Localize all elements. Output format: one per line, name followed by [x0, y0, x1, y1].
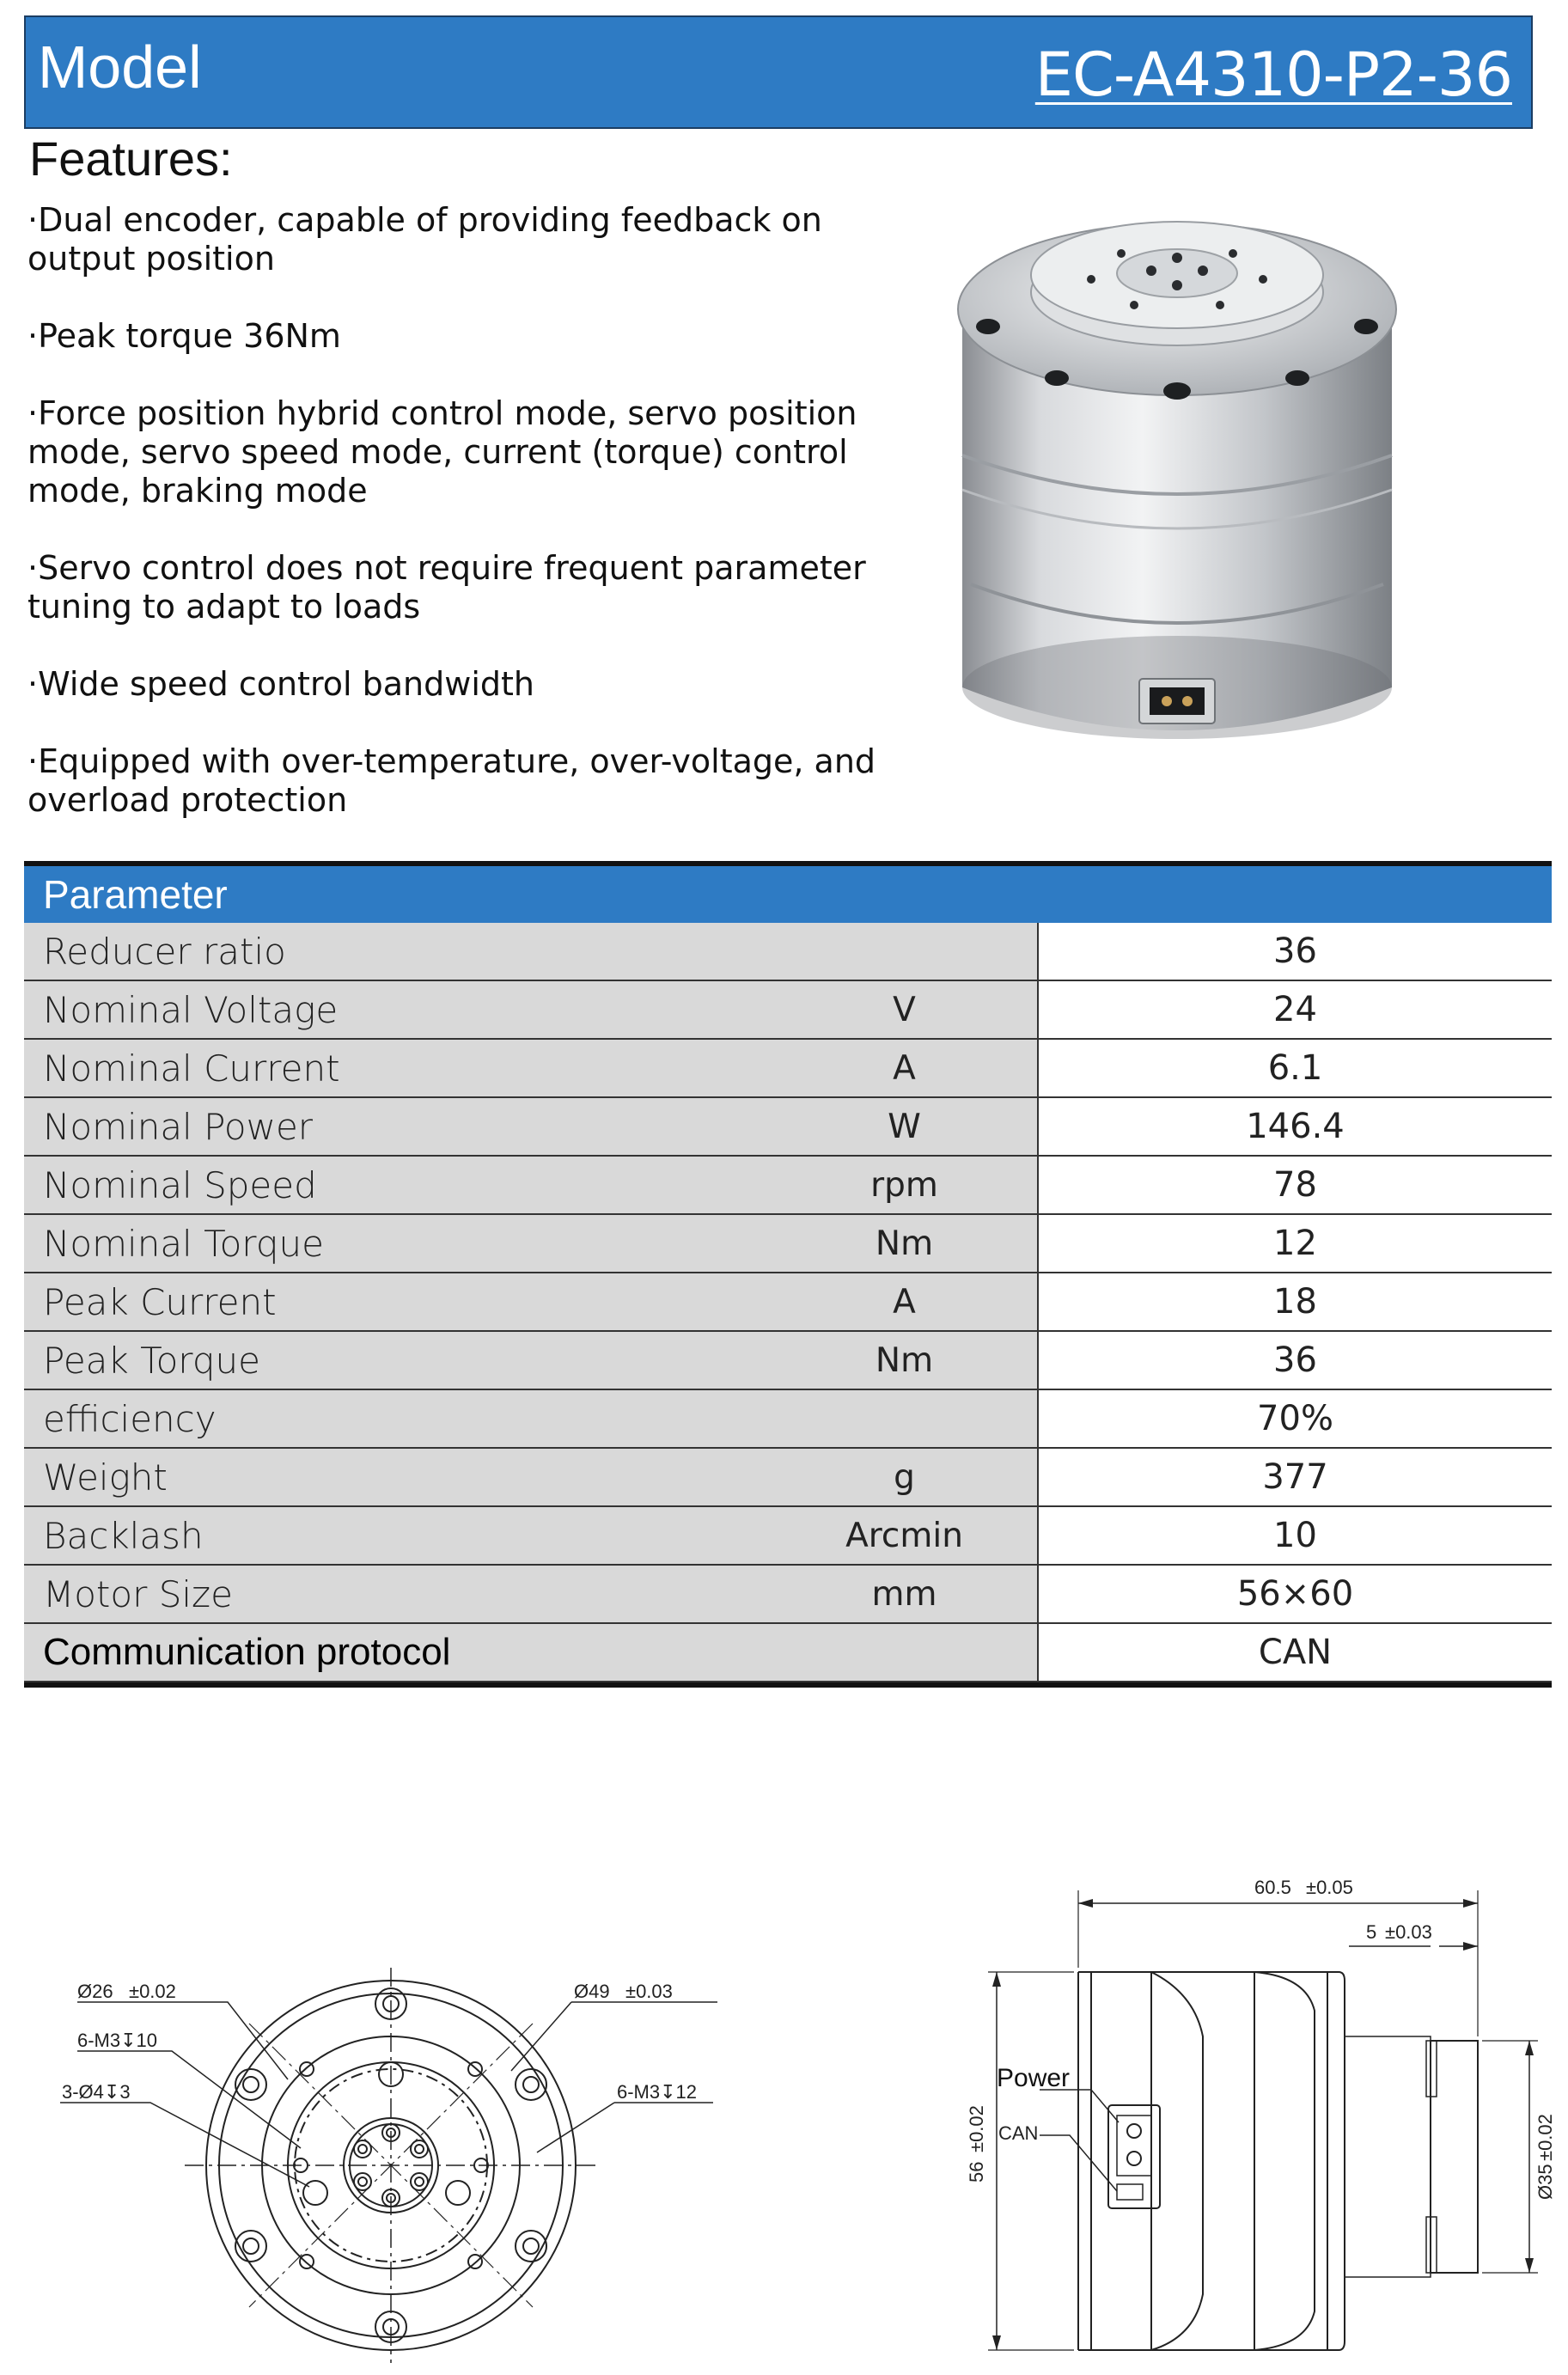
param-name: Nominal Power — [24, 1097, 772, 1156]
feature-item: ·Dual encoder, capable of providing feedback on output position — [27, 201, 822, 278]
param-value: 377 — [1038, 1448, 1552, 1506]
feature-item: ·Servo control does not require frequent parameter tuning to adapt to loads — [27, 549, 866, 626]
dim-d49: Ø49 — [574, 1981, 610, 2002]
dim-length: 60.5 — [1254, 1877, 1291, 1898]
features-list — [27, 201, 904, 858]
front-view-drawing — [60, 1968, 717, 2363]
dim-d26-tol: ±0.02 — [129, 1981, 176, 2002]
param-name: Communication protocol — [24, 1623, 772, 1682]
param-name: efficiency — [24, 1389, 772, 1448]
param-value: 6.1 — [1038, 1039, 1552, 1097]
dim-d49-tol: ±0.03 — [625, 1981, 673, 2002]
model-label: Model — [38, 34, 202, 101]
table-bottom-rule — [24, 1682, 1552, 1688]
table-row — [24, 1389, 1552, 1448]
technical-drawings — [0, 1839, 1568, 2375]
table-row — [24, 1097, 1552, 1156]
param-name: Nominal Torque — [24, 1214, 772, 1273]
param-name: Reducer ratio — [24, 923, 772, 980]
param-value: 146.4 — [1038, 1097, 1552, 1156]
dim-shaft-tol: ±0.02 — [1534, 2114, 1556, 2161]
param-value: CAN — [1038, 1623, 1552, 1682]
feature-item: ·Peak torque 36Nm — [27, 317, 341, 355]
param-unit: Nm — [772, 1214, 1038, 1273]
param-unit: Arcmin — [772, 1506, 1038, 1565]
param-value: 70% — [1038, 1389, 1552, 1448]
parameter-grid — [24, 923, 1552, 1682]
table-row — [24, 1039, 1552, 1097]
table-row — [24, 1273, 1552, 1331]
param-unit — [772, 1623, 1038, 1682]
param-value: 18 — [1038, 1273, 1552, 1331]
parameter-table — [24, 861, 1552, 1688]
param-name: Nominal Current — [24, 1039, 772, 1097]
dim-m3-10: 6-M3↧10 — [77, 2030, 158, 2051]
table-row — [24, 1156, 1552, 1214]
model-header — [24, 15, 1533, 129]
param-value: 36 — [1038, 923, 1552, 980]
param-name: Backlash — [24, 1506, 772, 1565]
dim-height: 56 — [966, 2161, 987, 2183]
table-row — [24, 1565, 1552, 1623]
dim-flange: 5 — [1366, 1921, 1377, 1943]
can-label: CAN — [998, 2122, 1039, 2144]
table-row — [24, 1506, 1552, 1565]
param-value: 36 — [1038, 1331, 1552, 1389]
param-value: 56×60 — [1038, 1565, 1552, 1623]
table-row — [24, 1623, 1552, 1682]
param-name: Motor Size — [24, 1565, 772, 1623]
param-name: Peak Torque — [24, 1331, 772, 1389]
feature-item: ·Force position hybrid control mode, servo position mode, servo speed mode, current (torque) control mode, braking mode — [27, 394, 857, 510]
param-unit — [772, 1389, 1038, 1448]
dim-d26: Ø26 — [77, 1981, 113, 2002]
table-row — [24, 980, 1552, 1039]
param-unit — [772, 923, 1038, 980]
table-row — [24, 923, 1552, 980]
param-name: Nominal Speed — [24, 1156, 772, 1214]
param-value: 10 — [1038, 1506, 1552, 1565]
power-label: Power — [997, 2064, 1071, 2092]
param-unit: W — [772, 1097, 1038, 1156]
dim-m3-12: 6-M3↧12 — [617, 2081, 698, 2103]
table-row — [24, 1331, 1552, 1389]
dim-length-tol: ±0.05 — [1306, 1877, 1353, 1898]
param-unit: rpm — [772, 1156, 1038, 1214]
feature-item: ·Wide speed control bandwidth — [27, 665, 534, 703]
dim-height-tol: ±0.02 — [966, 2105, 987, 2152]
table-row — [24, 1214, 1552, 1273]
param-value: 78 — [1038, 1156, 1552, 1214]
model-number: EC-A4310-P2-36 — [1034, 40, 1512, 110]
table-row — [24, 1448, 1552, 1506]
param-unit: mm — [772, 1565, 1038, 1623]
dim-flange-tol: ±0.03 — [1385, 1921, 1432, 1943]
parameter-header: Parameter — [24, 866, 1552, 923]
dim-shaft: Ø35 — [1534, 2164, 1556, 2200]
param-name: Weight — [24, 1448, 772, 1506]
param-value: 12 — [1038, 1214, 1552, 1273]
param-unit: V — [772, 980, 1038, 1039]
param-unit: g — [772, 1448, 1038, 1506]
side-view-drawing — [988, 1890, 1538, 2350]
dim-hole-4: 3-Ø4↧3 — [62, 2081, 131, 2103]
feature-item: ·Equipped with over-temperature, over-voltage, and overload protection — [27, 742, 876, 819]
param-name: Nominal Voltage — [24, 980, 772, 1039]
param-name: Peak Current — [24, 1273, 772, 1331]
features-title: Features: — [29, 131, 233, 186]
actuator-product-image — [937, 206, 1418, 765]
param-unit: A — [772, 1039, 1038, 1097]
param-value: 24 — [1038, 980, 1552, 1039]
param-unit: A — [772, 1273, 1038, 1331]
param-unit: Nm — [772, 1331, 1038, 1389]
